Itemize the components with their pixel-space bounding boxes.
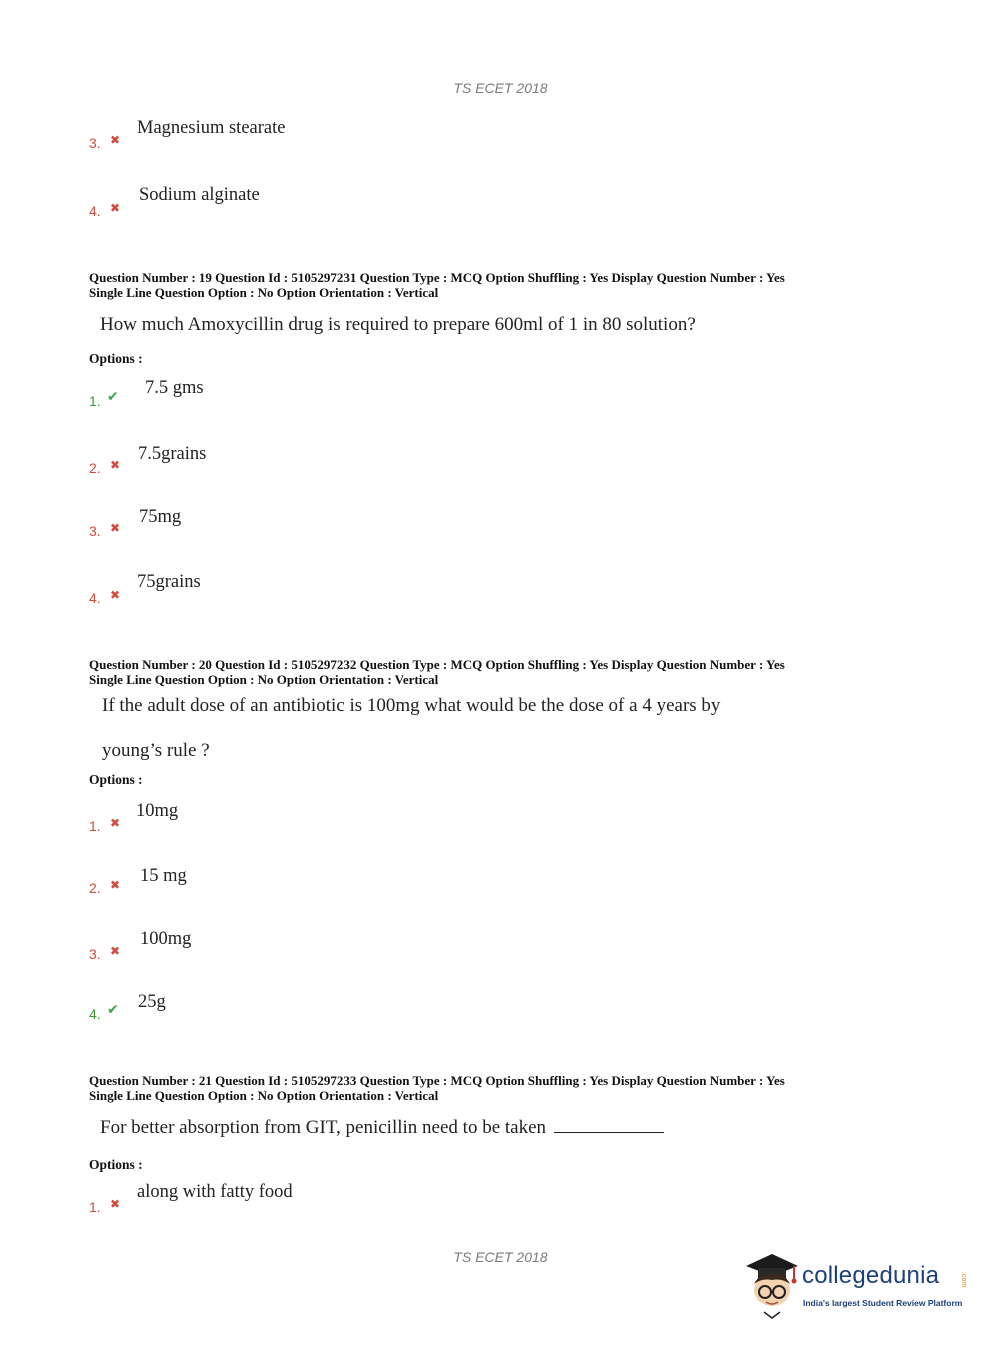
option-number: 2. bbox=[89, 880, 101, 896]
option-text: 25g bbox=[138, 992, 166, 1012]
option-number: 3. bbox=[89, 135, 101, 151]
option-text: 75mg bbox=[139, 507, 182, 527]
option-text: 10mg bbox=[136, 801, 179, 821]
option-text: 75grains bbox=[137, 572, 201, 592]
option-number: 1. bbox=[89, 818, 101, 834]
cross-icon: ✖ bbox=[110, 1197, 121, 1211]
check-icon: ✔ bbox=[107, 1002, 119, 1018]
option-number: 3. bbox=[89, 946, 101, 962]
cross-icon: ✖ bbox=[110, 588, 121, 602]
answer-blank bbox=[554, 1116, 664, 1133]
option-text: 15 mg bbox=[140, 866, 187, 886]
question-meta: Question Number : 20 Question Id : 5105297232 Question Type : MCQ Option Shuffling : Yes Display Question Number : Yes Single Line Question Option : No Option Orientation : Vertical bbox=[89, 657, 785, 687]
question-text: For better absorption from GIT, penicillin need to be taken bbox=[100, 1116, 664, 1139]
option-number: 4. bbox=[89, 203, 101, 219]
options-label: Options : bbox=[89, 1157, 143, 1172]
option-text: Sodium alginate bbox=[139, 185, 260, 205]
check-icon: ✔ bbox=[107, 389, 119, 405]
option-text: along with fatty food bbox=[137, 1182, 293, 1202]
option-number: 4. bbox=[89, 590, 101, 606]
question-meta: Question Number : 21 Question Id : 5105297233 Question Type : MCQ Option Shuffling : Yes Display Question Number : Yes Single Line Question Option : No Option Orientation : Vertical bbox=[89, 1073, 785, 1103]
cross-icon: ✖ bbox=[110, 521, 121, 535]
cross-icon: ✖ bbox=[110, 816, 121, 830]
options-label: Options : bbox=[89, 772, 143, 787]
option-text: 100mg bbox=[140, 929, 192, 949]
page-header: TS ECET 2018 bbox=[453, 80, 548, 96]
option-number: 4. bbox=[89, 1006, 101, 1022]
option-number: 1. bbox=[89, 1199, 101, 1215]
option-number: 1. bbox=[89, 393, 101, 409]
page-footer: TS ECET 2018 bbox=[453, 1249, 548, 1265]
question-text: If the adult dose of an antibiotic is 100mg what would be the dose of a 4 years by bbox=[102, 695, 721, 716]
cross-icon: ✖ bbox=[110, 201, 121, 215]
logo-wordmark: collegedunia bbox=[802, 1262, 940, 1289]
cross-icon: ✖ bbox=[110, 878, 121, 892]
logo-tagline: India's largest Student Review Platform bbox=[803, 1298, 963, 1308]
option-text: 7.5 gms bbox=[145, 378, 204, 398]
question-text-continued: young’s rule ? bbox=[102, 740, 210, 761]
options-label: Options : bbox=[89, 351, 143, 366]
question-meta: Question Number : 19 Question Id : 5105297231 Question Type : MCQ Option Shuffling : Yes Display Question Number : Yes Single Line Question Option : No Option Orientation : Vertical bbox=[89, 270, 785, 300]
cross-icon: ✖ bbox=[110, 458, 121, 472]
logo-suffix: .com bbox=[960, 1272, 967, 1288]
question-text: How much Amoxycillin drug is required to prepare 600ml of 1 in 80 solution? bbox=[100, 314, 696, 335]
collegedunia-mascot-icon bbox=[742, 1250, 800, 1320]
option-number: 2. bbox=[89, 460, 101, 476]
cross-icon: ✖ bbox=[110, 944, 121, 958]
option-text: Magnesium stearate bbox=[137, 118, 286, 138]
option-number: 3. bbox=[89, 523, 101, 539]
cross-icon: ✖ bbox=[110, 133, 121, 147]
option-text: 7.5grains bbox=[138, 444, 207, 464]
